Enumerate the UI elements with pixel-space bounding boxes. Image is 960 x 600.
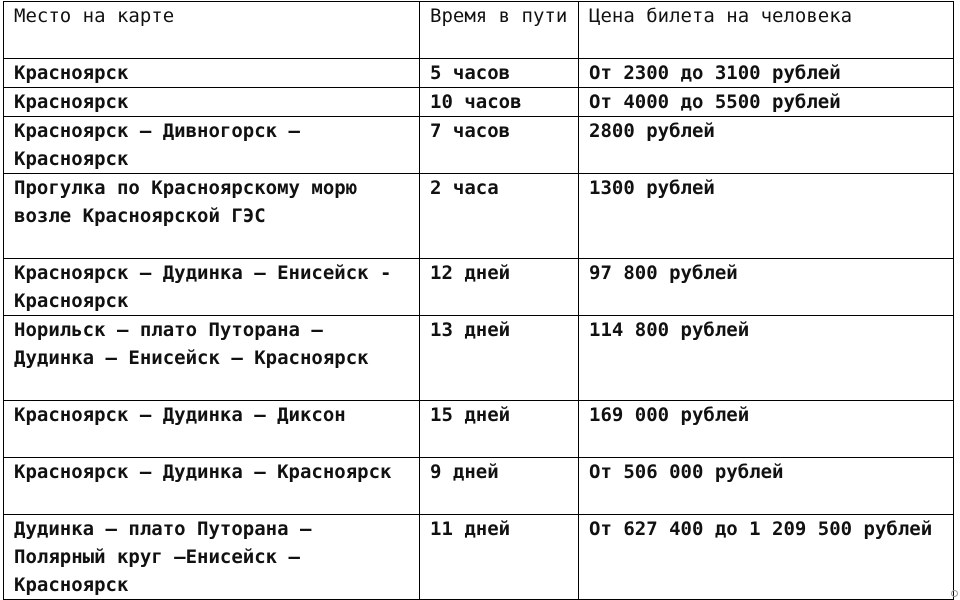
table-header-row [4,2,954,59]
cell-price: 97 800 рублей [579,259,954,316]
table-row [4,88,954,117]
cell-price: 1300 рублей [579,174,954,259]
cell-place: Красноярск – Дудинка – Енисейск - Красноярск [4,259,420,316]
table-row [4,117,954,174]
header-place: Место на карте [4,2,420,59]
cell-price: От 506 000 рублей [579,458,954,515]
table-row [4,515,954,600]
table-row [4,174,954,259]
table-row [4,59,954,88]
header-price: Цена билета на человека [579,2,954,59]
tours-table [3,1,954,600]
cell-place: Красноярск – Дудинка – Красноярск [4,458,420,515]
cell-time: 12 дней [420,259,579,316]
table-row [4,458,954,515]
cell-price: 114 800 рублей [579,316,954,401]
cell-time: 9 дней [420,458,579,515]
table-row [4,316,954,401]
cell-time: 11 дней [420,515,579,600]
cell-place: Красноярск [4,59,420,88]
cell-time: 5 часов [420,59,579,88]
cell-price: От 2300 до 3100 рублей [579,59,954,88]
cell-place: Красноярск [4,88,420,117]
cell-time: 2 часа [420,174,579,259]
cell-price: 2800 рублей [579,117,954,174]
cell-place: Норильск – плато Путорана – Дудинка – Енисейск – Красноярск [4,316,420,401]
corner-mark-icon [951,590,958,597]
cell-place: Красноярск – Дивногорск – Красноярск [4,117,420,174]
table-row [4,401,954,458]
cell-time: 13 дней [420,316,579,401]
cell-time: 7 часов [420,117,579,174]
cell-time: 10 часов [420,88,579,117]
cell-place: Прогулка по Красноярскому морю возле Красноярской ГЭС [4,174,420,259]
cell-price: От 4000 до 5500 рублей [579,88,954,117]
cell-place: Дудинка – плато Путорана – Полярный круг –Енисейск – Красноярск [4,515,420,600]
cell-place: Красноярск – Дудинка – Диксон [4,401,420,458]
table-row [4,259,954,316]
cell-price: 169 000 рублей [579,401,954,458]
cell-time: 15 дней [420,401,579,458]
header-time: Время в пути [420,2,579,59]
cell-price: От 627 400 до 1 209 500 рублей [579,515,954,600]
